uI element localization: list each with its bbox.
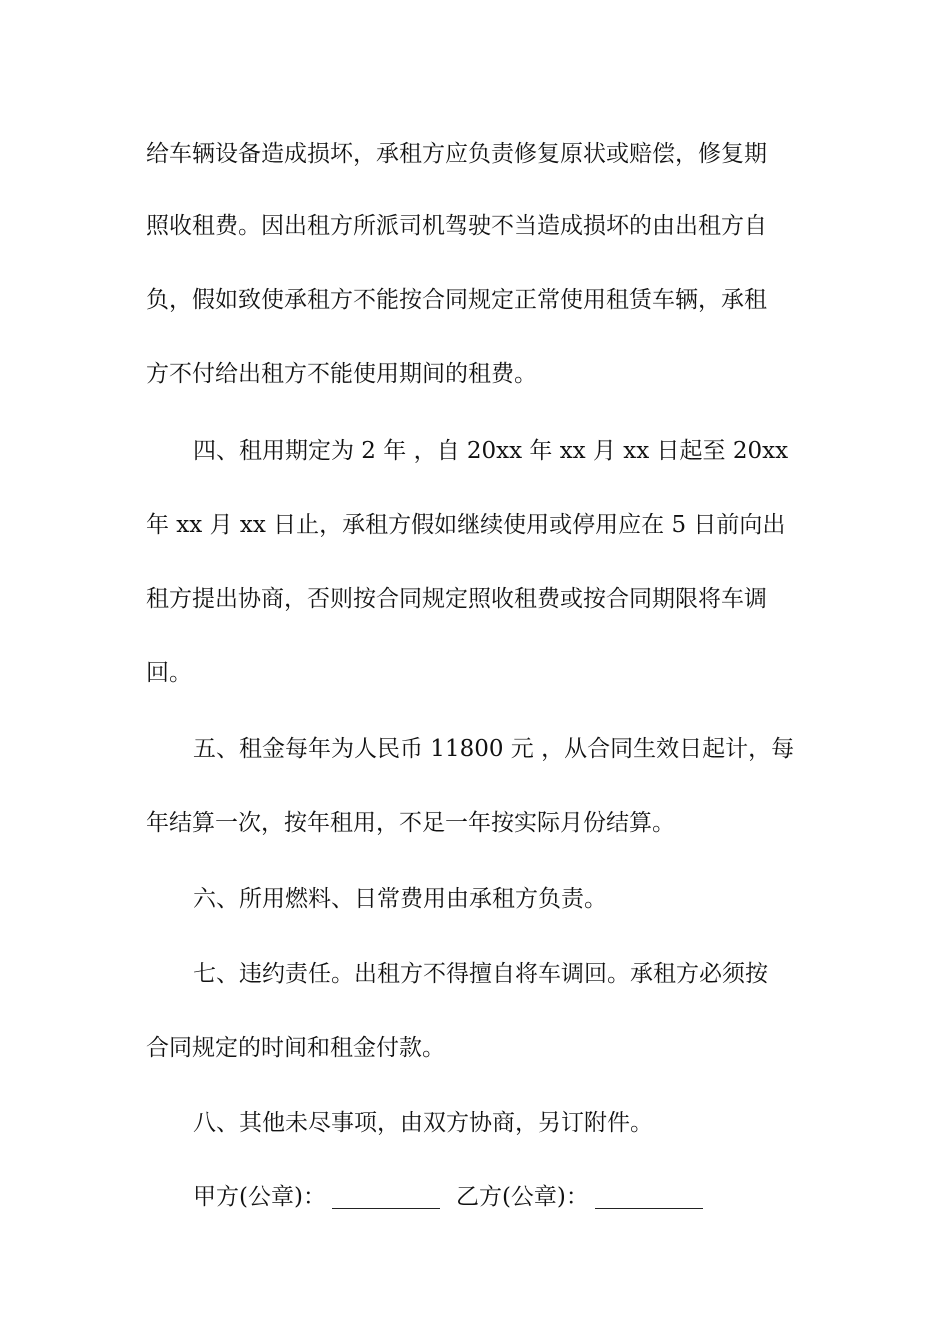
paragraph-1-line-1: 给车辆设备造成损坏，承租方应负责修复原状或赔偿，修复期 bbox=[146, 141, 767, 167]
clause-7-line-2: 合同规定的时间和租金付款。 bbox=[146, 1035, 445, 1061]
clause-4-line-4: 回。 bbox=[146, 660, 192, 686]
clause-4-line-2: 年 xx 月 xx 日止，承租方假如继续使用或停用应在 5 日前向出 bbox=[146, 512, 786, 538]
party-a-signature-blank bbox=[332, 1177, 440, 1209]
clause-4-line-1: 四、租用期定为 2 年 ，自 20xx 年 xx 月 xx 日起至 20xx bbox=[193, 438, 789, 464]
party-a-label: 甲方(公章)： bbox=[193, 1184, 326, 1210]
paragraph-1-line-4: 方不付给出租方不能使用期间的租费。 bbox=[146, 361, 537, 387]
clause-4-line-3: 租方提出协商，否则按合同规定照收租费或按合同期限将车调 bbox=[146, 586, 767, 612]
clause-5-line-1: 五、租金每年为人民币 11800 元 ，从合同生效日起计，每 bbox=[193, 736, 795, 762]
signature-row bbox=[193, 1177, 703, 1217]
clause-7-line-1: 七、违约责任。出租方不得擅自将车调回。承租方必须按 bbox=[193, 961, 768, 987]
paragraph-1-line-2: 照收租费。因出租方所派司机驾驶不当造成损坏的由出租方自 bbox=[146, 213, 767, 239]
paragraph-1-line-3: 负，假如致使承租方不能按合同规定正常使用租赁车辆，承租 bbox=[146, 287, 767, 313]
clause-8-line-1: 八、其他未尽事项，由双方协商，另订附件。 bbox=[193, 1110, 653, 1136]
party-b-label: 乙方(公章)： bbox=[455, 1184, 589, 1210]
clause-6-line-1: 六、所用燃料、日常费用由承租方负责。 bbox=[193, 886, 607, 912]
clause-5-line-2: 年结算一次，按年租用，不足一年按实际月份结算。 bbox=[146, 810, 675, 836]
party-b-signature-blank bbox=[595, 1177, 703, 1209]
